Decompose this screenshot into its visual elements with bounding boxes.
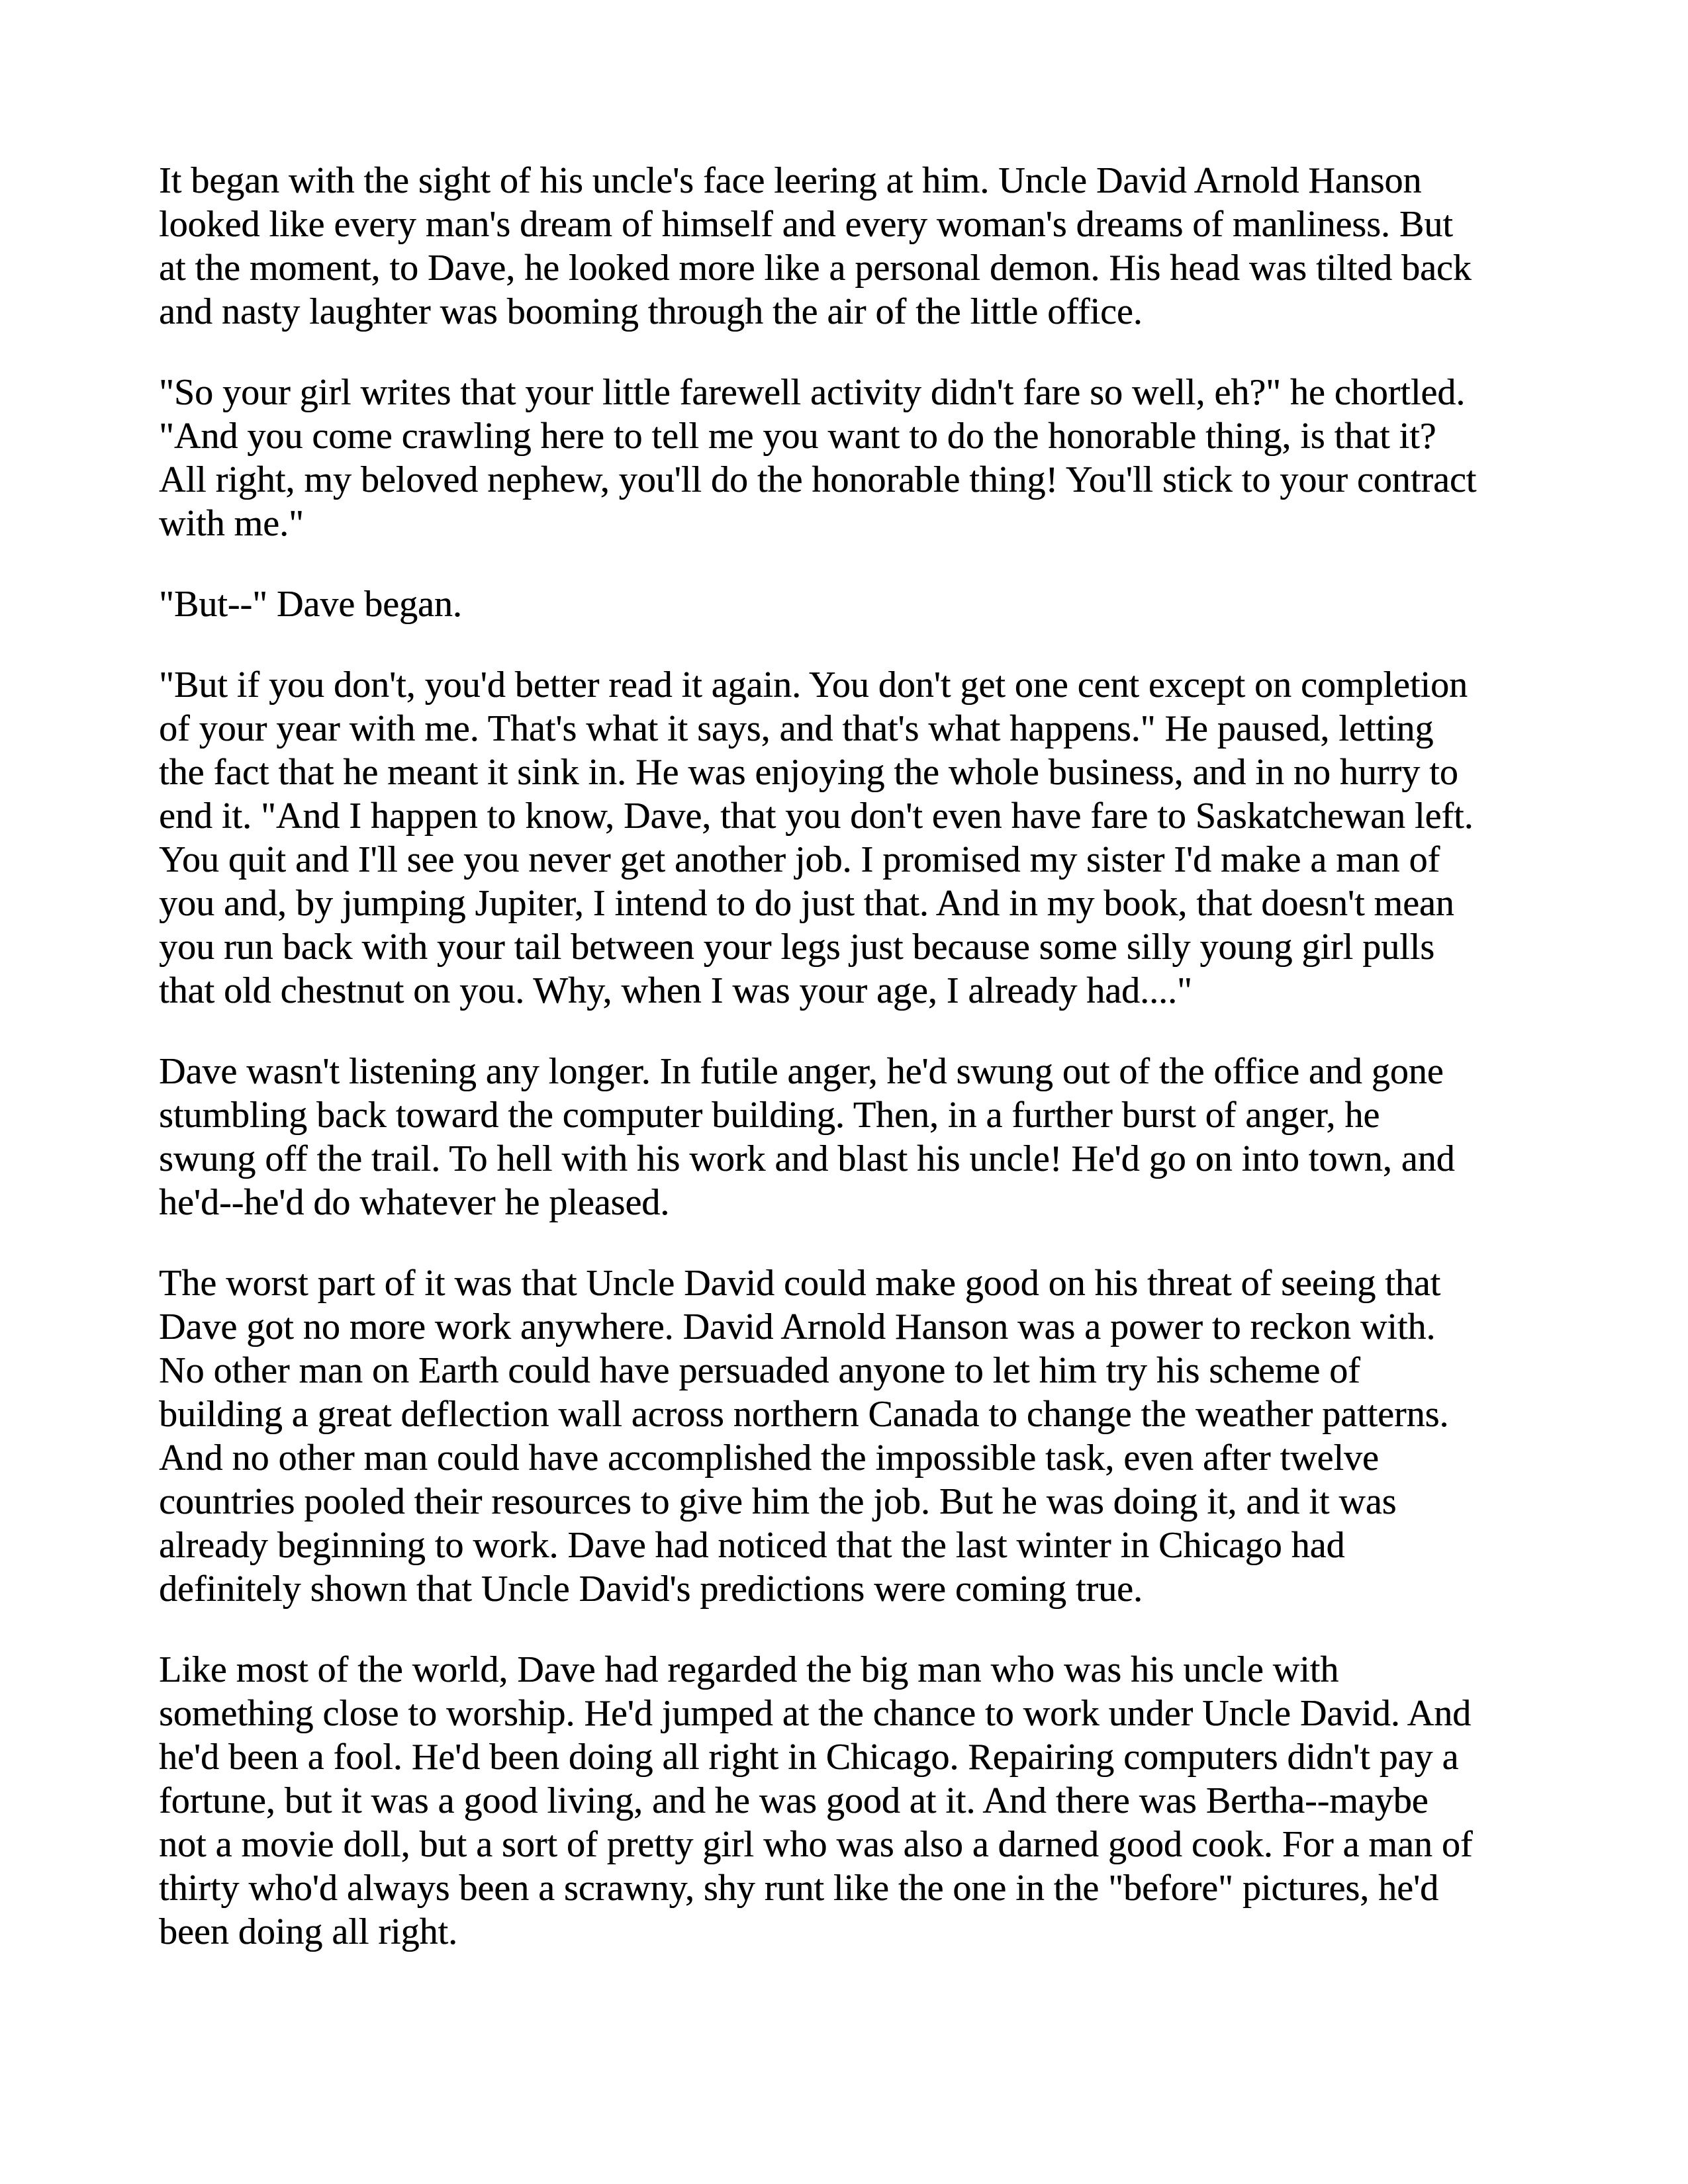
paragraph-2 xyxy=(159,371,1556,545)
text-line: Like most of the world, Dave had regarded the big man who was his uncle with xyxy=(159,1649,1339,1690)
text-line: you and, by jumping Jupiter, I intend to do just that. And in my book, that doesn't mean xyxy=(159,883,1454,924)
text-line: of your year with me. That's what it says, and that's what happens." He paused, letting xyxy=(159,708,1434,749)
text-line: "But--" Dave began. xyxy=(159,584,462,625)
text-line: at the moment, to Dave, he looked more like a personal demon. His head was tilted back xyxy=(159,248,1472,289)
paragraph-4 xyxy=(159,663,1556,1013)
text-line: fortune, but it was a good living, and he was good at it. And there was Bertha--maybe xyxy=(159,1780,1429,1821)
text-line: that old chestnut on you. Why, when I was your age, I already had...." xyxy=(159,970,1192,1011)
paragraph-1 xyxy=(159,159,1556,334)
text-column xyxy=(159,159,1556,1954)
text-line: No other man on Earth could have persuaded anyone to let him try his scheme of xyxy=(159,1350,1360,1391)
text-line: definitely shown that Uncle David's predictions were coming true. xyxy=(159,1569,1143,1610)
text-line: the fact that he meant it sink in. He was enjoying the whole business, and in no hurry to xyxy=(159,752,1458,793)
text-line: swung off the trail. To hell with his work and blast his uncle! He'd go on into town, and xyxy=(159,1138,1455,1179)
text-line: he'd--he'd do whatever he pleased. xyxy=(159,1182,670,1223)
text-line: with me." xyxy=(159,503,304,544)
text-line: not a movie doll, but a sort of pretty girl who was also a darned good cook. For a man of xyxy=(159,1824,1473,1865)
text-line: countries pooled their resources to give him the job. But he was doing it, and it was xyxy=(159,1481,1397,1522)
text-line: looked like every man's dream of himself and every woman's dreams of manliness. But xyxy=(159,204,1453,245)
text-line: stumbling back toward the computer building. Then, in a further burst of anger, he xyxy=(159,1095,1380,1136)
text-line: "So your girl writes that your little farewell activity didn't fare so well, eh?" he chortled. xyxy=(159,372,1466,413)
paragraph-5 xyxy=(159,1050,1556,1224)
text-line: It began with the sight of his uncle's face leering at him. Uncle David Arnold Hanson xyxy=(159,160,1422,201)
text-line: and nasty laughter was booming through the air of the little office. xyxy=(159,291,1143,332)
text-line: All right, my beloved nephew, you'll do the honorable thing! You'll stick to your contract xyxy=(159,459,1477,500)
text-line: The worst part of it was that Uncle David could make good on his threat of seeing that xyxy=(159,1263,1441,1304)
text-line: "But if you don't, you'd better read it again. You don't get one cent except on completion xyxy=(159,664,1468,705)
text-line: he'd been a fool. He'd been doing all right in Chicago. Repairing computers didn't pay a xyxy=(159,1737,1459,1778)
text-line: building a great deflection wall across northern Canada to change the weather patterns. xyxy=(159,1394,1449,1435)
text-line: end it. "And I happen to know, Dave, that you don't even have fare to Saskatchewan left. xyxy=(159,796,1474,837)
text-line: something close to worship. He'd jumped at the chance to work under Uncle David. And xyxy=(159,1693,1472,1734)
paragraph-3 xyxy=(159,582,1556,626)
paragraph-7 xyxy=(159,1648,1556,1954)
text-line: Dave wasn't listening any longer. In futile anger, he'd swung out of the office and gone xyxy=(159,1051,1444,1092)
text-line: "And you come crawling here to tell me you want to do the honorable thing, is that it? xyxy=(159,416,1436,457)
paragraph-6 xyxy=(159,1261,1556,1611)
text-line: been doing all right. xyxy=(159,1911,458,1952)
text-line: Dave got no more work anywhere. David Arnold Hanson was a power to reckon with. xyxy=(159,1306,1436,1347)
text-line: thirty who'd always been a scrawny, shy runt like the one in the "before" pictures, he'd xyxy=(159,1868,1439,1909)
text-line: You quit and I'll see you never get another job. I promised my sister I'd make a man of xyxy=(159,839,1440,880)
text-line: already beginning to work. Dave had noticed that the last winter in Chicago had xyxy=(159,1525,1345,1566)
text-line: And no other man could have accomplished the impossible task, even after twelve xyxy=(159,1437,1379,1479)
text-line: you run back with your tail between your legs just because some silly young girl pulls xyxy=(159,927,1434,968)
